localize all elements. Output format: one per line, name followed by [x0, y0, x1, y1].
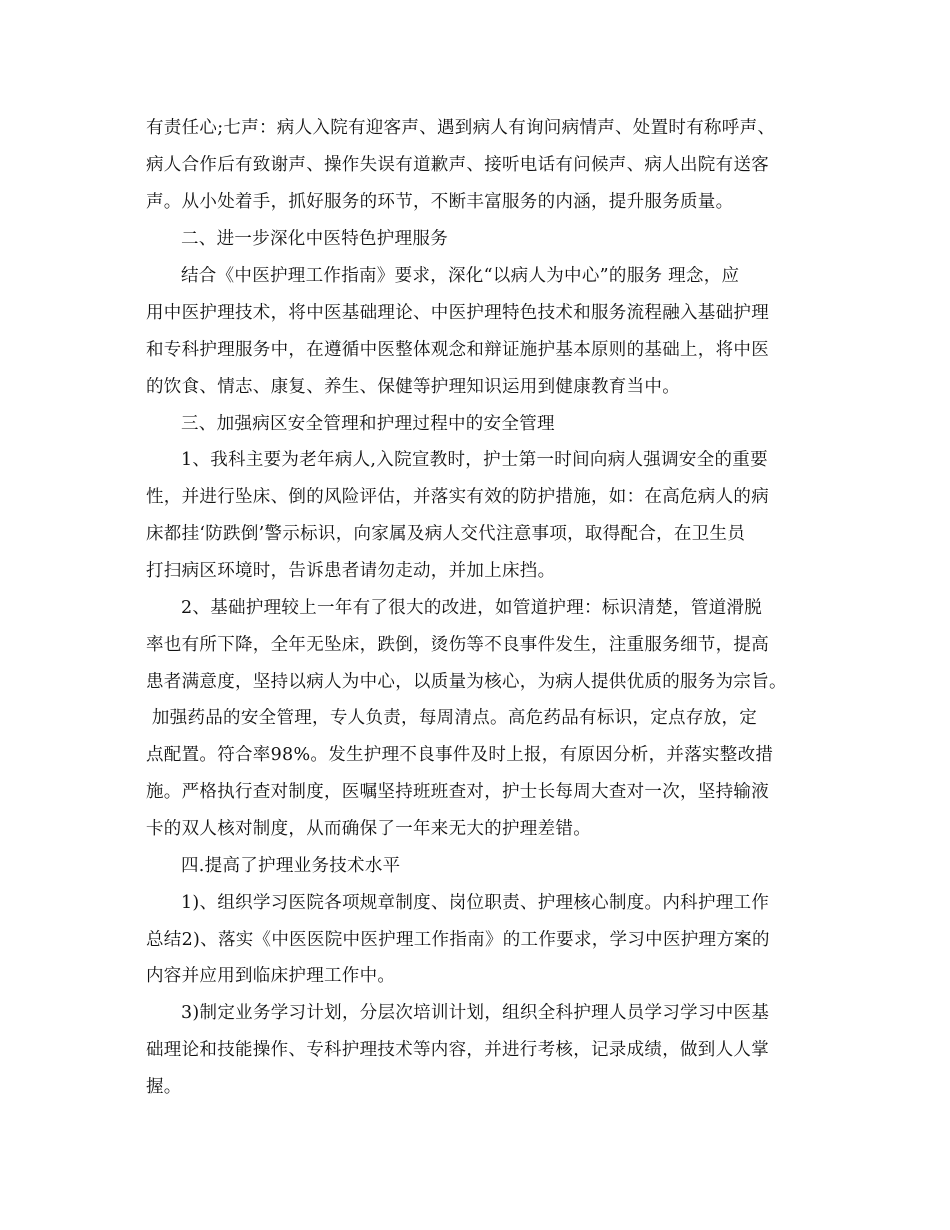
section-heading: 二、进一步深化中医特色护理服务 — [181, 229, 448, 249]
text-line: 握。 — [146, 1077, 182, 1097]
text-line: 病人合作后有致谢声、操作失误有道歉声、接听电话有问候声、病人出院有送客 — [146, 155, 769, 175]
text-line: 总结2)、落实《中医医院中医护理工作指南》的工作要求，学习中医护理方案的 — [146, 930, 770, 950]
text-line: 结合《中医护理工作指南》要求，深化“以病人为中心”的服务 理念，应 — [181, 266, 740, 286]
text-line: 打扫病区环境时，告诉患者请勿走动，并加上床挡。 — [146, 561, 556, 581]
text-line: 点配置。符合率98%。发生护理不良事件及时上报，有原因分析，并落实整改措 — [146, 745, 774, 765]
text-line: 和专科护理服务中，在遵循中医整体观念和辩证施护基本原则的基础上，将中医 — [146, 340, 769, 360]
section-heading: 四.提高了护理业务技术水平 — [181, 856, 401, 876]
text-line: 内容并应用到临床护理工作中。 — [146, 966, 396, 986]
text-line: 床都挂‘防跌倒’警示标识，向家属及病人交代注意事项，取得配合，在卫生员 — [146, 524, 746, 544]
text-line: 声。从小处着手，抓好服务的环节，不断丰富服务的内涵，提升服务质量。 — [146, 192, 734, 212]
text-line: 1)、组织学习医院各项规章制度、岗位职责、护理核心制度。内科护理工作 — [181, 893, 770, 913]
text-line: 3)制定业务学习计划，分层次培训计划，组织全科护理人员学习学习中医基 — [181, 1003, 770, 1023]
text-line: 率也有所下降，全年无坠床，跌倒，烫伤等不良事件发生，注重服务细节，提高 — [146, 635, 769, 655]
text-line: 性，并进行坠床、倒的风险评估，并落实有效的防护措施，如：在高危病人的病 — [146, 487, 769, 507]
text-line: 2、基础护理较上一年有了很大的改进，如管道护理：标识清楚，管道滑脱 — [181, 598, 763, 618]
text-line: 卡的双人核对制度，从而确保了一年来无大的护理差错。 — [146, 819, 591, 839]
text-line: 1、我科主要为老年病人,入院宣教时，护士第一时间向病人强调安全的重要 — [181, 450, 768, 470]
section-heading: 三、加强病区安全管理和护理过程中的安全管理 — [181, 414, 555, 434]
text-line: 有责任心;七声：病人入院有迎客声、遇到病人有询问病情声、处置时有称呼声、 — [146, 118, 776, 138]
text-line: 础理论和技能操作、专科护理技术等内容，并进行考核，记录成绩，做到人人掌 — [146, 1040, 769, 1060]
text-line: 的饮食、情志、康复、养生、保健等护理知识运用到健康教育当中。 — [146, 377, 680, 397]
text-line: 用中医护理技术，将中医基础理论、中医护理特色技术和服务流程融入基础护理 — [146, 303, 769, 323]
text-line: 加强药品的安全管理，专人负责，每周清点。高危药品有标识，定点存放，定 — [146, 708, 758, 728]
text-line: 施。严格执行查对制度，医嘱坚持班班查对，护士长每周大查对一次，坚持输液 — [146, 782, 769, 802]
text-line: 患者满意度，坚持以病人为中心，以质量为核心，为病人提供优质的服务为宗旨。 — [146, 672, 787, 692]
